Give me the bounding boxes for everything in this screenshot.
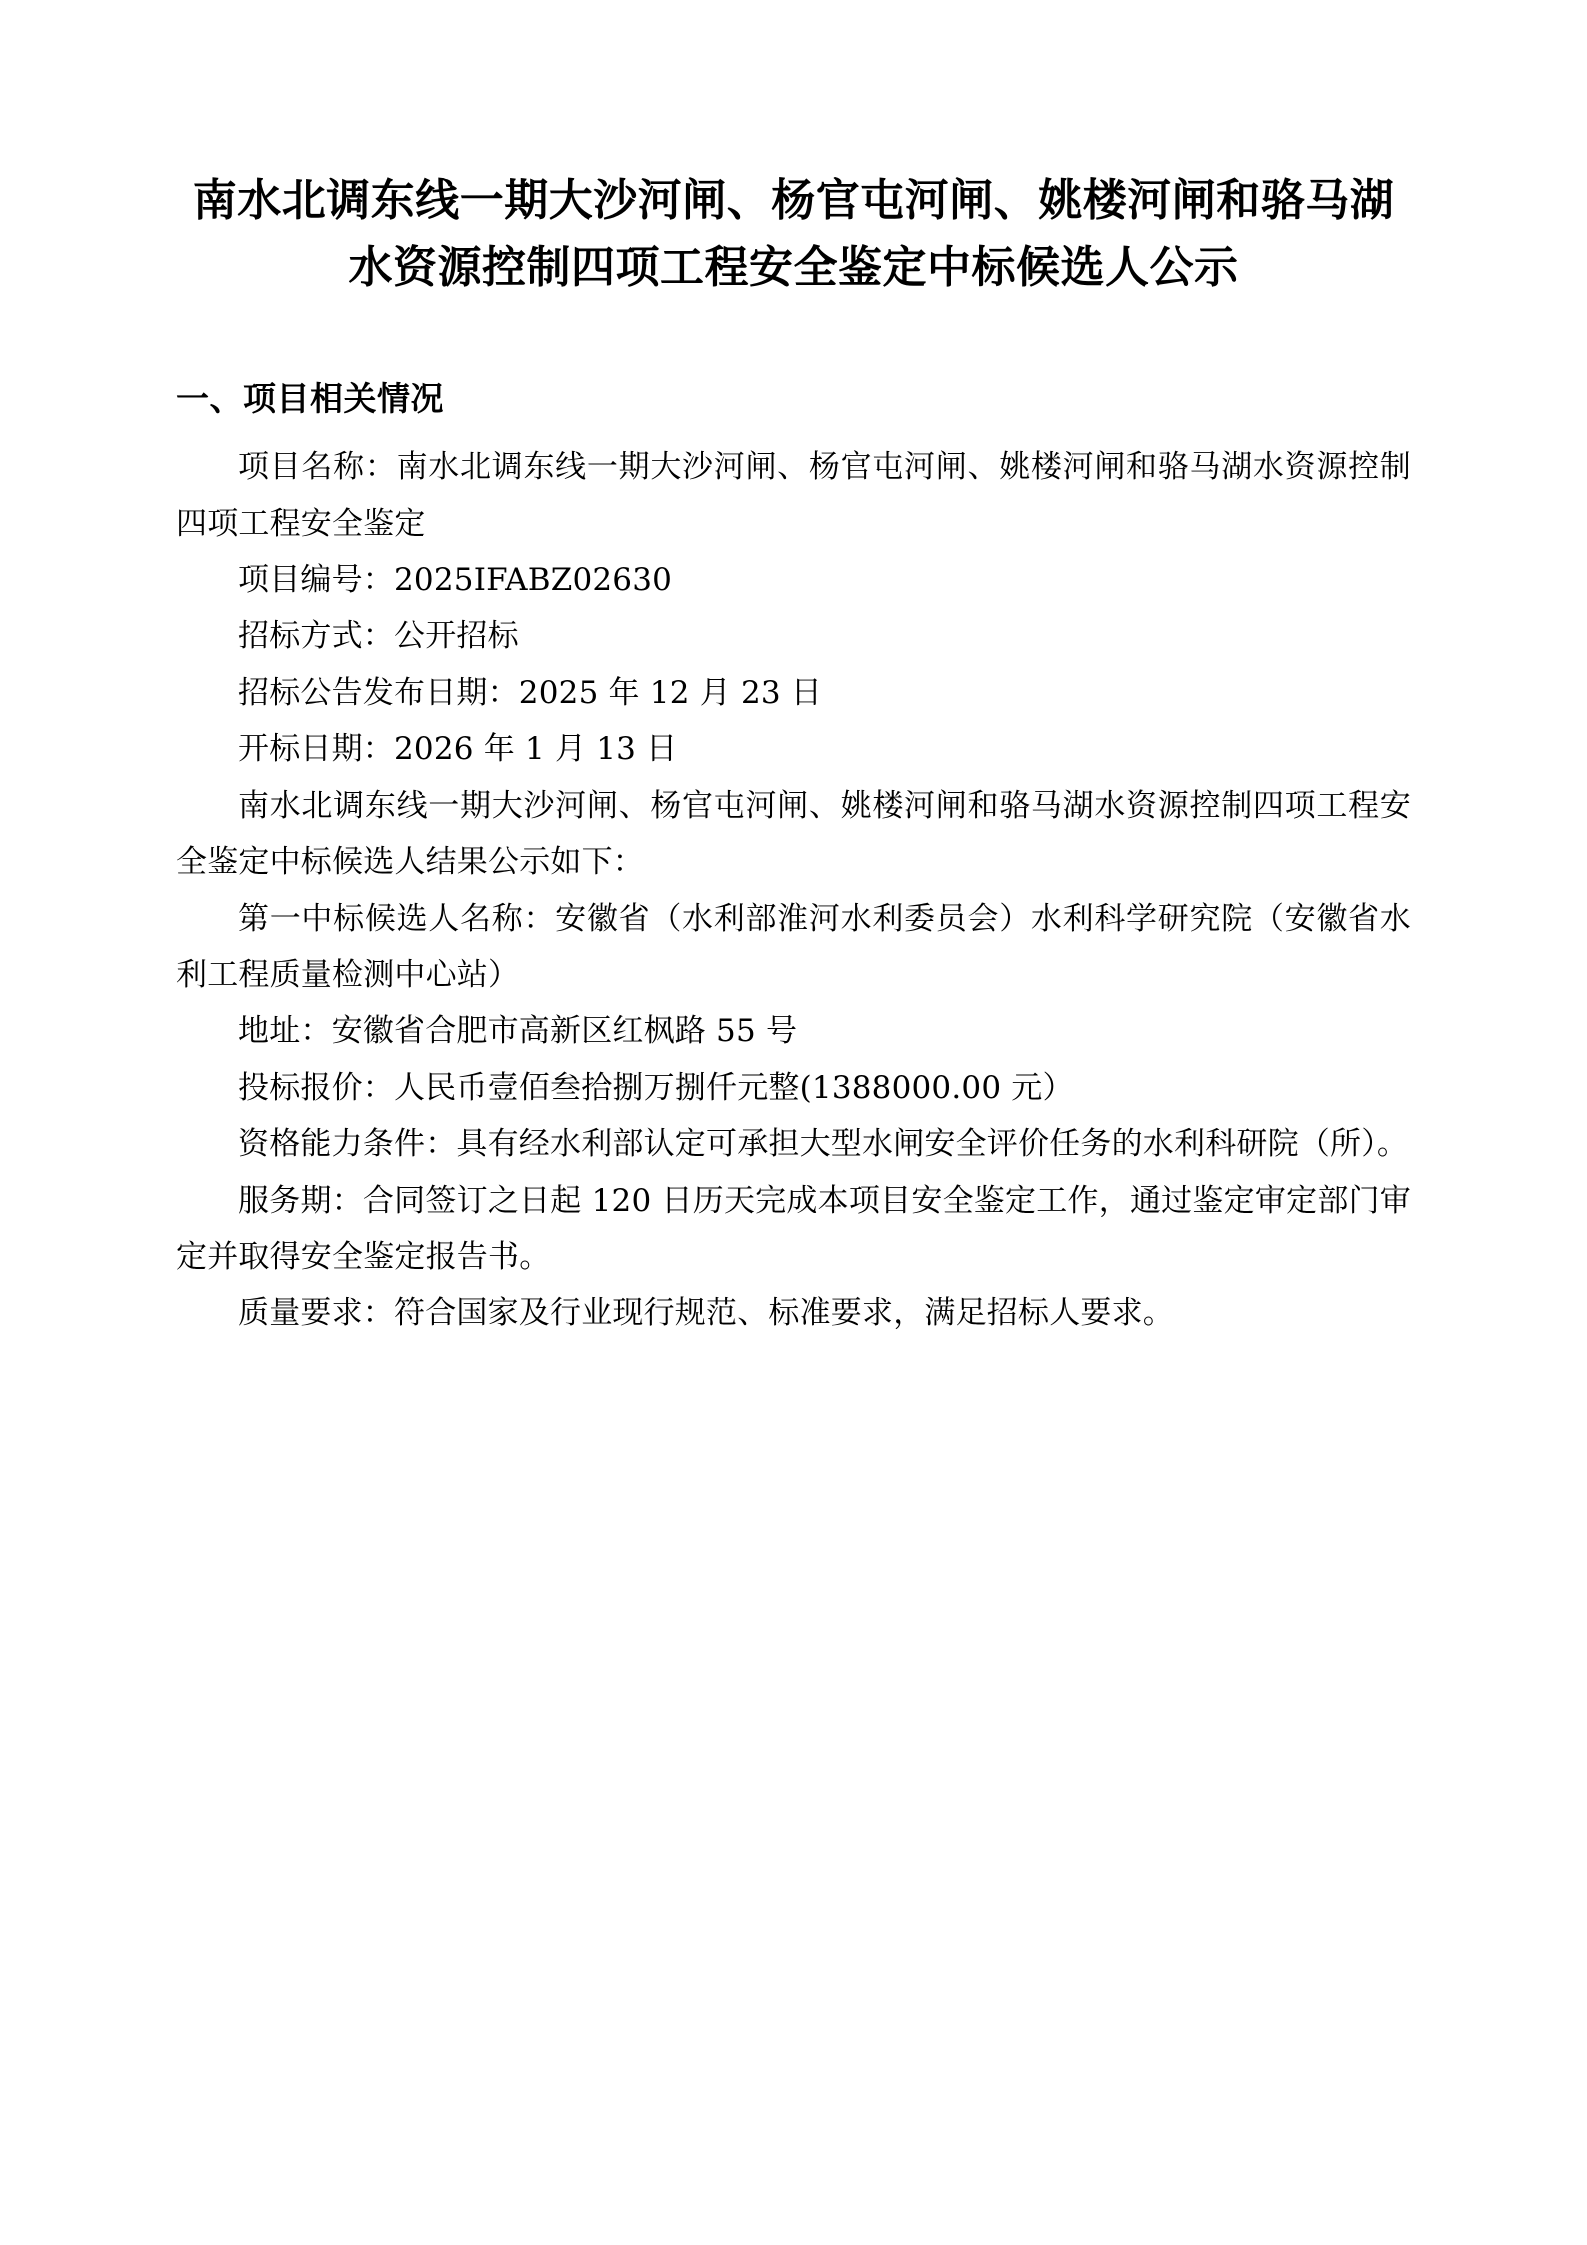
paragraph-qualification: 资格能力条件：具有经水利部认定可承担大型水闸安全评价任务的水利科研院（所）。 bbox=[238, 1126, 1409, 1163]
paragraph-tender-method: 招标方式：公开招标 bbox=[238, 618, 519, 655]
project-info-body bbox=[176, 439, 1411, 1342]
paragraph-service-period: 服务期：合同签订之日起 120 日历天完成本项目安全鉴定工作，通过鉴定审定部门审定并取得安全鉴定报告书。 bbox=[176, 1182, 1411, 1275]
paragraph-address: 地址：安徽省合肥市高新区红枫路 55 号 bbox=[238, 1013, 798, 1050]
paragraph-project-number: 项目编号：2025IFABZ02630 bbox=[238, 562, 673, 599]
page-title: 南水北调东线一期大沙河闸、杨官屯河闸、姚楼河闸和骆马湖水资源控制四项工程安全鉴定中标候选人公示 bbox=[192, 175, 1395, 293]
section-heading-project-info: 一、项目相关情况 bbox=[176, 378, 444, 418]
paragraph-bid-price: 投标报价：人民币壹佰叁拾捌万捌仟元整(1388000.00 元） bbox=[238, 1069, 1074, 1106]
paragraph-bid-opening-date: 开标日期：2026 年 1 月 13 日 bbox=[238, 731, 678, 768]
paragraph-quality-requirement: 质量要求：符合国家及行业现行规范、标准要求，满足招标人要求。 bbox=[238, 1295, 1174, 1332]
document-content bbox=[176, 0, 1411, 1342]
paragraph-announcement-date: 招标公告发布日期：2025 年 12 月 23 日 bbox=[238, 674, 823, 711]
paragraph-first-candidate: 第一中标候选人名称：安徽省（水利部淮河水利委员会）水利科学研究院（安徽省水利工程质量检测中心站） bbox=[176, 900, 1411, 993]
paragraph-project-name: 项目名称：南水北调东线一期大沙河闸、杨官屯河闸、姚楼河闸和骆马湖水资源控制四项工程安全鉴定 bbox=[176, 449, 1411, 542]
paragraph-result-intro: 南水北调东线一期大沙河闸、杨官屯河闸、姚楼河闸和骆马湖水资源控制四项工程安全鉴定中标候选人结果公示如下： bbox=[176, 787, 1411, 881]
